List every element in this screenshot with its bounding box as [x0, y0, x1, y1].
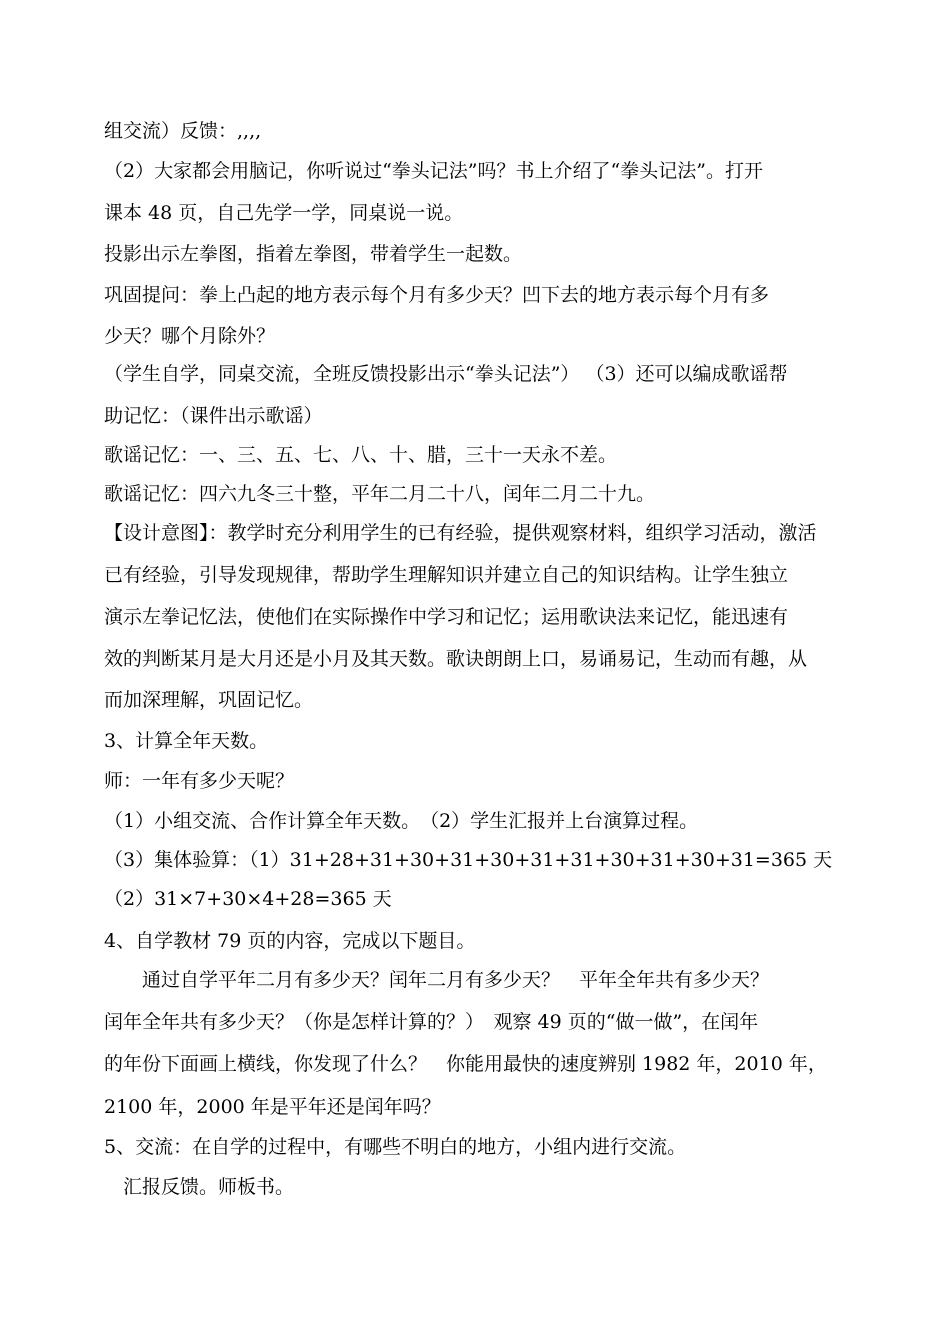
text-line: 歌谣记忆：一、三、五、七、八、十、腊，三十一天永不差。	[104, 444, 618, 466]
text-line: 效的判断某月是大月还是小月及其天数。歌诀朗朗上口，易诵易记，生动而有趣，从	[104, 648, 808, 670]
text-line: 2100 年，2000 年是平年还是闰年吗？	[104, 1096, 441, 1118]
text-line: 组交流）反馈：,,,,	[104, 120, 262, 142]
text-line: （学生自学，同桌交流，全班反馈投影出示“拳头记法”） （3）还可以编成歌谣帮	[104, 363, 788, 385]
text-line: 3、计算全年天数。	[104, 730, 269, 752]
text-line: 演示左拳记忆法，使他们在实际操作中学习和记忆；运用歌诀法来记忆，能迅速有	[104, 606, 789, 628]
text-line: 巩固提问：拳上凸起的地方表示每个月有多少天？凹下去的地方表示每个月有多	[104, 284, 770, 306]
text-line: 少天？哪个月除外？	[104, 325, 276, 347]
text-line: （2）大家都会用脑记，你听说过“拳头记法”吗？书上介绍了“拳头记法”。打开	[104, 160, 763, 182]
text-line: 5、交流：在自学的过程中，有哪些不明白的地方，小组内进行交流。	[104, 1136, 687, 1158]
text-line: 的年份下面画上横线，你发现了什么？ 你能用最快的速度辨别 1982 年，2010 年，	[104, 1053, 827, 1075]
text-line: （3）集体验算：（1）31+28+31+30+31+30+31+31+30+31+30+31=365 天	[104, 849, 833, 871]
text-line: （1）小组交流、合作计算全年天数。 （2）学生汇报并上台演算过程。	[104, 810, 699, 832]
text-line: 歌谣记忆：四六九冬三十整，平年二月二十八，闰年二月二十九。	[104, 483, 656, 505]
text-line: 【设计意图】：教学时充分利用学生的已有经验，提供观察材料，组织学习活动，激活	[104, 522, 817, 544]
text-line: 师：一年有多少天呢？	[104, 770, 295, 792]
text-line: 通过自学平年二月有多少天？闰年二月有多少天？ 平年全年共有多少天？	[104, 969, 770, 991]
text-line: 而加深理解，巩固记忆。	[104, 689, 314, 711]
text-line: 闰年全年共有多少天？（你是怎样计算的？） 观察 49 页的“做一做”，在闰年	[104, 1011, 759, 1033]
text-line: 课本 48 页，自己先学一学，同桌说一说。	[104, 202, 464, 224]
text-line: 汇报反馈。师板书。	[104, 1176, 295, 1198]
text-line: （2）31×7+30×4+28=365 天	[104, 888, 392, 910]
text-line: 投影出示左拳图，指着左拳图，带着学生一起数。	[104, 243, 523, 265]
text-line: 4、自学教材 79 页的内容，完成以下题目。	[104, 930, 476, 952]
text-line: 助记忆：（课件出示歌谣）	[104, 405, 323, 427]
text-line: 已有经验，引导发现规律，帮助学生理解知识并建立自己的知识结构。让学生独立	[104, 564, 789, 586]
